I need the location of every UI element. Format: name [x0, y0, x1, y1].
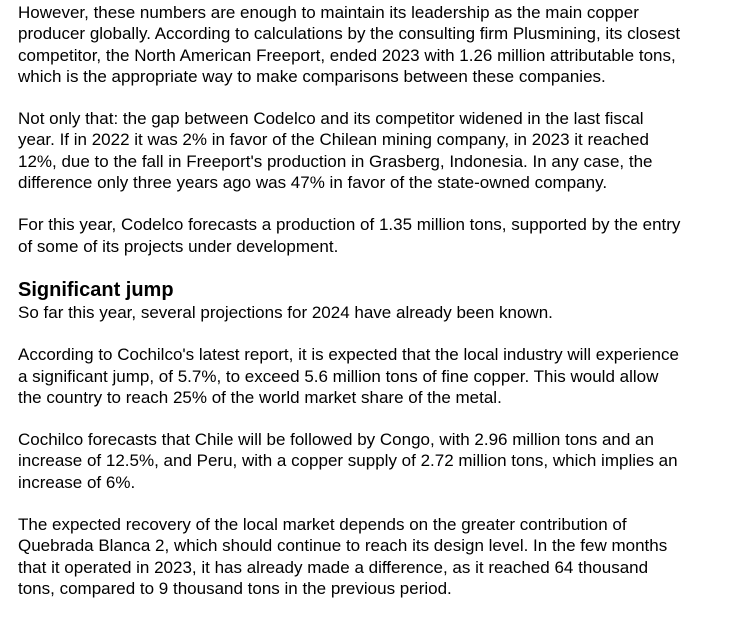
paragraph-cochilco-report: According to Cochilco's latest report, it is expected that the local industry will experience a significant jump, of 5.7%, to exceed 5.6 million tons of fine copper. This would allow the country to reach 25% of the world market share of the metal. — [18, 345, 679, 407]
paragraph-cochilco-forecast: Cochilco forecasts that Chile will be followed by Congo, with 2.96 million tons and an increase of 12.5%, and Peru, with a copper supply of 2.72 million tons, which implies an increase of 6%. — [18, 430, 678, 492]
paragraph-codelco-forecast: For this year, Codelco forecasts a production of 1.35 million tons, supported by the entry of some of its projects under development. — [18, 215, 681, 256]
section-heading: Significant jump — [18, 278, 174, 301]
paragraph-projections: So far this year, several projections for 2024 have already been known. — [18, 302, 553, 322]
paragraph-leadership: However, these numbers are enough to maintain its leadership as the main copper producer globally. According to calculations by the consulting firm Plusmining, its closest competitor, the North American Freeport, ended 2023 with 1.26 million attributable tons, which is the appropriate way to make comparisons between these companies. — [18, 3, 681, 86]
paragraph-gap-widened: Not only that: the gap between Codelco and its competitor widened in the last fiscal year. If in 2022 it was 2% in favor of the Chilean mining company, in 2023 it reached 12%, due to the fall in Freeport's production in Grasberg, Indonesia. In any case, the difference only three years ago was 47% in favor of the state-owned company. — [18, 109, 653, 193]
paragraph-quebrada-blanca: The expected recovery of the local market depends on the greater contribution of Quebrada Blanca 2, which should continue to reach its design level. In the few months that it operated in 2023, it has already made a difference, as it reached 64 thousand tons, compared to 9 thousand tons in the previous period. — [18, 515, 668, 598]
